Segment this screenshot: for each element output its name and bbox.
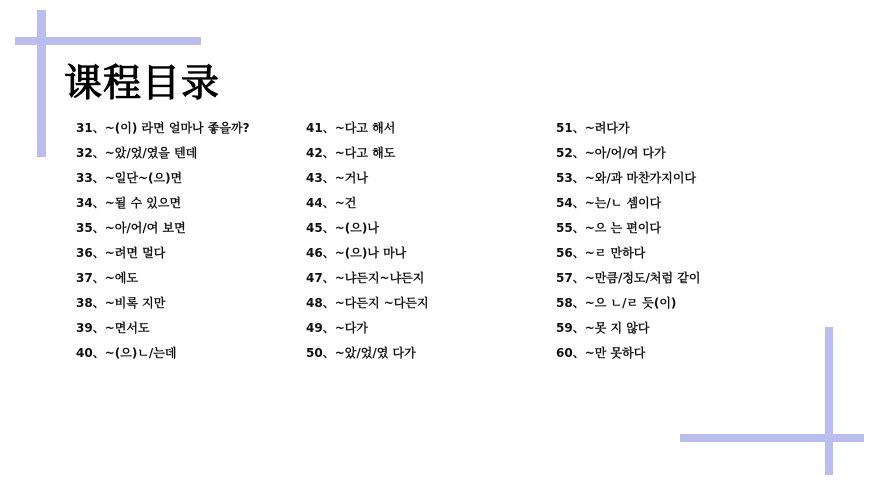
list-item: 42、~다고 해도 [306, 146, 396, 160]
list-item: 38、~비록 지만 [76, 296, 166, 310]
list-item: 49、~다가 [306, 321, 368, 335]
list-item: 33、~일단~(으)면 [76, 171, 183, 185]
list-item: 46、~(으)나 마나 [306, 246, 407, 260]
list-item: 48、~다든지 ~다든지 [306, 296, 429, 310]
list-item: 31、~(이) 라면 얼마나 좋을까? [76, 121, 250, 135]
list-item: 59、~못 지 않다 [556, 321, 650, 335]
list-item: 50、~았/었/였 다가 [306, 346, 416, 360]
page-title: 课程目录 [64, 61, 221, 105]
list-item: 45、~(으)나 [306, 221, 379, 235]
list-item: 41、~다고 해서 [306, 121, 396, 135]
list-item: 55、~으 는 편이다 [556, 221, 662, 235]
list-item: 44、~건 [306, 196, 357, 210]
contents-column-1 [76, 116, 250, 366]
decor-bar-vertical-top [37, 10, 46, 157]
list-item: 58、~으 ㄴ/ㄹ 듯(이) [556, 296, 677, 310]
list-item: 35、~아/어/여 보면 [76, 221, 186, 235]
list-item: 51、~려다가 [556, 121, 630, 135]
list-item: 43、~거나 [306, 171, 368, 185]
list-item: 37、~에도 [76, 271, 138, 285]
list-item: 39、~면서도 [76, 321, 150, 335]
list-item: 34、~될 수 있으면 [76, 196, 182, 210]
list-item: 40、~(으)ㄴ/는데 [76, 346, 177, 360]
decor-bar-horizontal-bottom [680, 434, 864, 442]
list-item: 36、~려면 멀다 [76, 246, 166, 260]
list-item: 53、~와/과 마찬가지이다 [556, 171, 697, 185]
list-item: 54、~는/ㄴ 셈이다 [556, 196, 662, 210]
list-item: 32、~았/었/였을 텐데 [76, 146, 198, 160]
list-item: 57、~만큼/정도/처럼 같이 [556, 271, 701, 285]
decor-bar-vertical-bottom [825, 327, 833, 475]
contents-column-2 [306, 116, 429, 366]
decor-bar-horizontal-top [15, 37, 201, 45]
list-item: 60、~만 못하다 [556, 346, 646, 360]
contents-column-3 [556, 116, 700, 366]
list-item: 47、~냐든지~냐든지 [306, 271, 425, 285]
list-item: 52、~아/어/여 다가 [556, 146, 666, 160]
list-item: 56、~ㄹ 만하다 [556, 246, 646, 260]
